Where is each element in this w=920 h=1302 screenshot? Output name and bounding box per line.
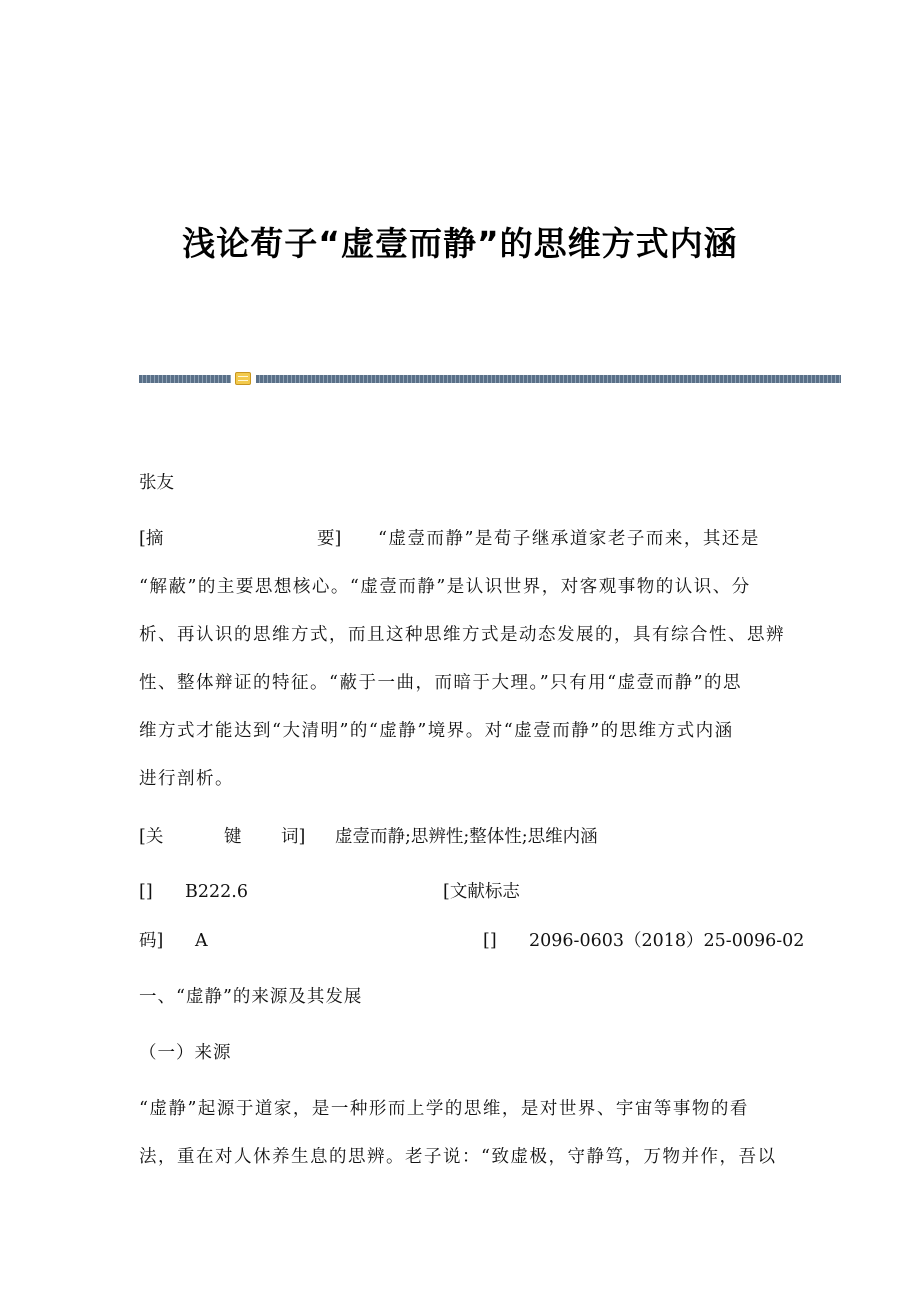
abstract-line: “解蔽”的主要思想核心。“虚壹而静”是认识世界，对客观事物的认识、分	[139, 577, 751, 597]
article-id-brackets: []	[483, 931, 497, 951]
keywords-label-part: 词]	[281, 827, 306, 847]
clc-code: B222.6	[185, 882, 248, 902]
keywords-value: 虚壹而静;思辨性;整体性;思维内涵	[335, 827, 598, 847]
keywords-label-part: [关	[139, 827, 164, 847]
abstract-line: 性、整体辩证的特征。“蔽于一曲，而暗于大理。”只有用“虚壹而静”的思	[139, 673, 743, 693]
doc-code-label-open: [文献标志	[443, 882, 520, 902]
abstract-line: 维方式才能达到“大清明”的“虚静”境界。对“虚壹而静”的思维方式内涵	[139, 721, 734, 741]
abstract-label-close: 要]	[317, 529, 342, 549]
clc-brackets: []	[139, 882, 153, 902]
body-line: “虚静”起源于道家，是一种形而上学的思维，是对世界、宇宙等事物的看	[139, 1099, 749, 1119]
rule-ornament-icon	[235, 372, 251, 385]
abstract-label-open: [摘	[139, 529, 164, 549]
body-line: 法，重在对人休养生息的思辨。老子说：“致虚极，守静笃，万物并作，吾以	[139, 1147, 777, 1167]
author-name: 张友	[139, 473, 174, 493]
subsection-heading: （一）来源	[139, 1043, 232, 1063]
abstract-line: “虚壹而静”是荀子继承道家老子而来，其还是	[378, 529, 760, 549]
keywords-label-part: 键	[224, 827, 242, 847]
abstract-line: 进行剖析。	[139, 769, 234, 789]
section-heading: 一、“虚静”的来源及其发展	[139, 987, 363, 1007]
doc-code: A	[195, 931, 208, 951]
article-id: 2096-0603（2018）25-0096-02	[529, 931, 805, 951]
header-rule-right	[256, 375, 841, 383]
doc-code-label-close: 码]	[139, 931, 164, 951]
header-rule-left	[139, 375, 231, 383]
document-title: 浅论荀子“虚壹而静”的思维方式内涵	[182, 224, 738, 263]
abstract-line: 析、再认识的思维方式，而且这种思维方式是动态发展的，具有综合性、思辨	[139, 625, 785, 645]
